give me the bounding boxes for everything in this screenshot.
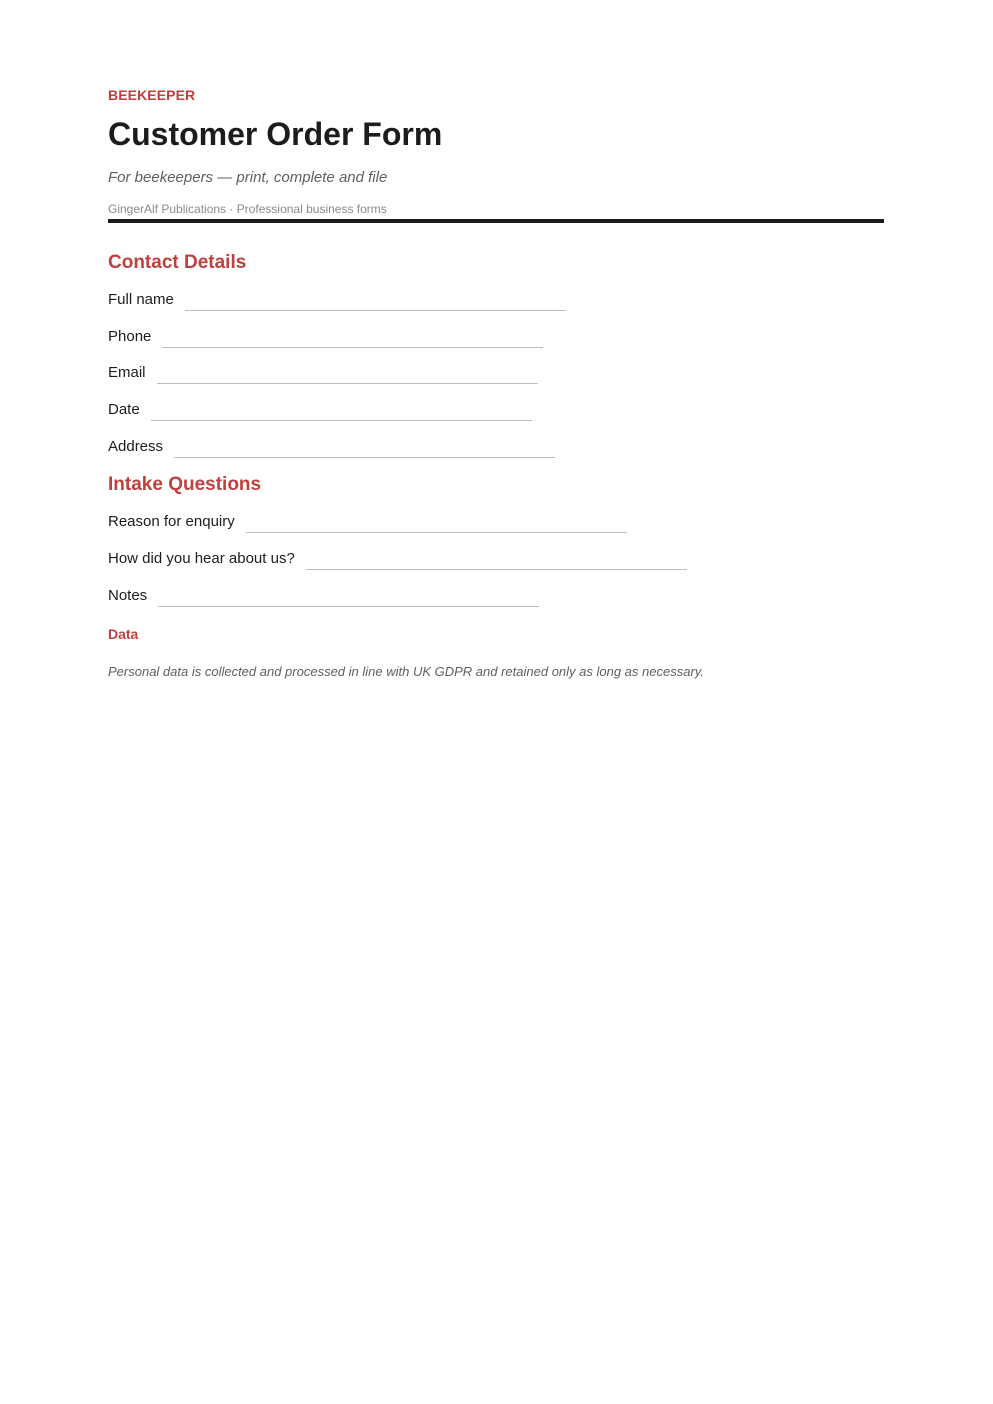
data-notice-text: Personal data is collected and processed in line with UK GDPR and retained only as long as necessary. — [108, 664, 704, 679]
section-heading-intake-questions: Intake Questions — [108, 474, 262, 495]
page-subtitle: For beekeepers — print, complete and file — [108, 169, 388, 186]
field-notes — [108, 584, 539, 606]
phone-input-line[interactable] — [162, 347, 543, 348]
field-label: Email — [108, 364, 146, 381]
field-date — [108, 398, 532, 420]
field-address — [108, 435, 555, 457]
section-heading-contact-details: Contact Details — [108, 252, 247, 273]
date-input-line[interactable] — [151, 420, 532, 421]
field-label: How did you hear about us? — [108, 550, 295, 567]
page-title: Customer Order Form — [108, 116, 443, 152]
referral-input-line[interactable] — [306, 569, 687, 570]
field-label: Date — [108, 401, 140, 418]
field-label: Reason for enquiry — [108, 513, 235, 530]
address-input-line[interactable] — [174, 457, 555, 458]
email-input-line[interactable] — [157, 383, 538, 384]
data-notice-heading: Data — [108, 626, 139, 642]
field-label: Notes — [108, 587, 148, 604]
publisher-line: GingerAlf Publications · Professional business forms — [108, 202, 387, 216]
field-label: Address — [108, 438, 164, 455]
reason-input-line[interactable] — [246, 532, 627, 533]
header-divider — [108, 219, 884, 223]
full-name-input-line[interactable] — [185, 310, 566, 311]
field-label: Full name — [108, 291, 174, 308]
form-category: BEEKEEPER — [108, 87, 196, 103]
field-label: Phone — [108, 328, 152, 345]
field-reason-for-enquiry — [108, 510, 627, 532]
field-phone — [108, 325, 543, 347]
field-referral-source — [108, 547, 687, 569]
notes-input-line[interactable] — [158, 606, 539, 607]
field-full-name — [108, 288, 566, 310]
field-email — [108, 361, 538, 383]
